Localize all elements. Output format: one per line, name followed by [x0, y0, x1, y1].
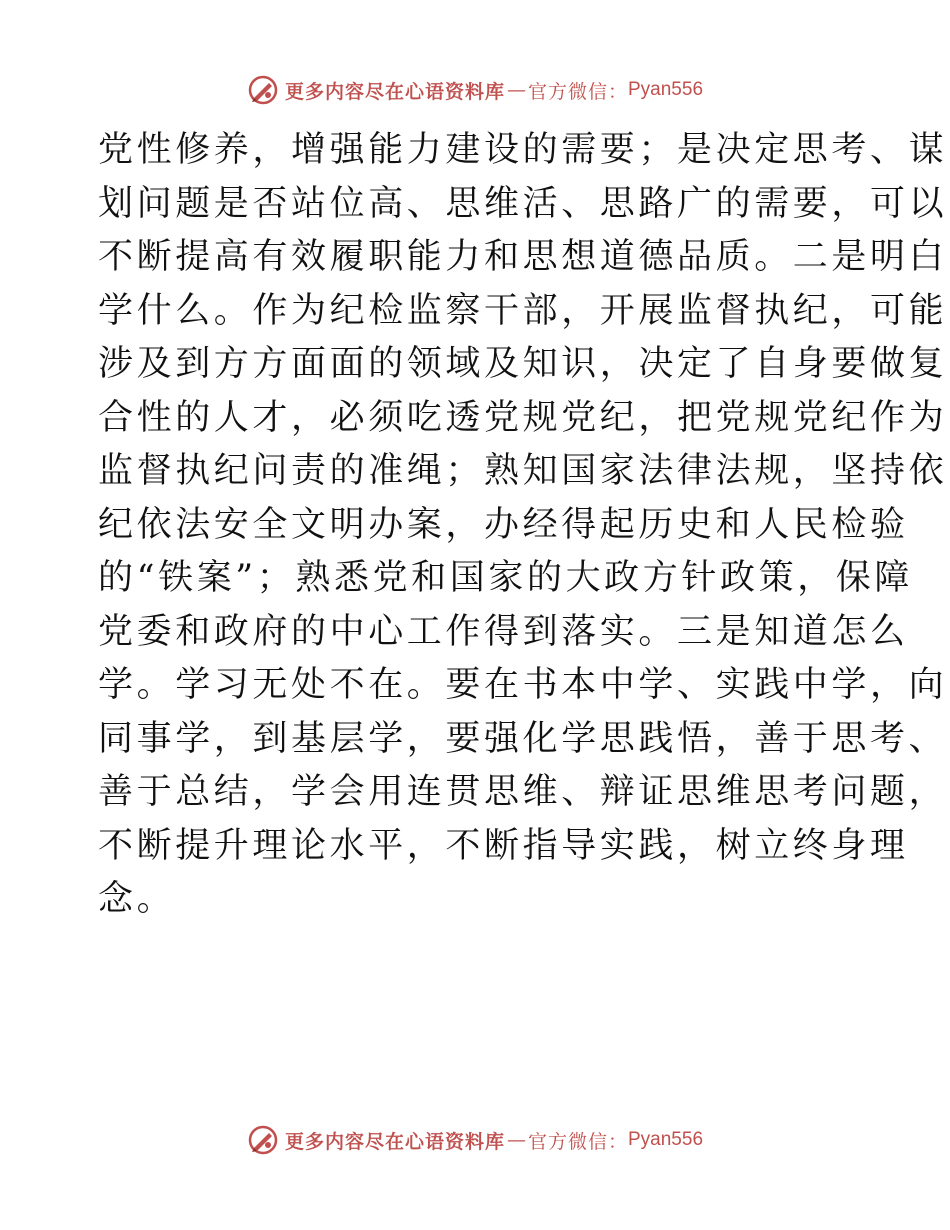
body-line: 党性修养，增强能力建设的需要；是决定思考、谋: [98, 130, 948, 170]
body-line: 的“铁案”；熟悉党和国家的大政方针政策，保障: [98, 558, 913, 598]
header-wechat-label: 官方微信：: [527, 80, 628, 103]
body-line: 合性的人才，必须吃透党规党纪，把党规党纪作为: [98, 397, 948, 438]
body-line: 念。: [98, 879, 176, 919]
header-wechat-id: Pyan556: [628, 79, 704, 100]
body-line: 学。学习无处不在。要在书本中学、实践中学，向: [98, 665, 948, 705]
header-promo-text: 更多内容尽在心语资料库: [284, 80, 505, 103]
pen-circle-logo-icon: [247, 74, 279, 106]
body-line: 善于总结，学会用连贯思维、辩证思维思考问题，: [98, 772, 948, 812]
pen-circle-logo-icon: [247, 1124, 279, 1156]
body-line: 不断提升理论水平，不断指导实践，树立终身理: [98, 825, 909, 866]
body-line: 同事学，到基层学，要强化学思践悟，善于思考、: [98, 718, 948, 759]
header-banner: [0, 70, 950, 110]
header-separator: —: [506, 79, 526, 101]
footer-banner: [0, 1120, 950, 1160]
body-line: 学什么。作为纪检监察干部，开展监督执纪，可能: [98, 290, 948, 331]
footer-wechat-id: Pyan556: [628, 1129, 704, 1150]
body-line: 党委和政府的中心工作得到落实。三是知道怎么: [98, 611, 909, 652]
footer-wechat-label: 官方微信：: [527, 1130, 628, 1153]
body-line: 不断提高有效履职能力和思想道德品质。二是明白: [98, 237, 948, 277]
footer-separator: —: [506, 1129, 526, 1151]
body-line: 纪依法安全文明办案，办经得起历史和人民检验: [98, 504, 909, 545]
footer-promo-text: 更多内容尽在心语资料库: [284, 1130, 505, 1153]
body-line: 涉及到方方面面的领域及知识，决定了自身要做复: [98, 344, 948, 384]
body-line: 监督执纪问责的准绳；熟知国家法律法规，坚持依: [98, 451, 948, 491]
body-line: 划问题是否站位高、思维活、思路广的需要，可以: [98, 183, 948, 224]
document-body: [98, 124, 948, 927]
